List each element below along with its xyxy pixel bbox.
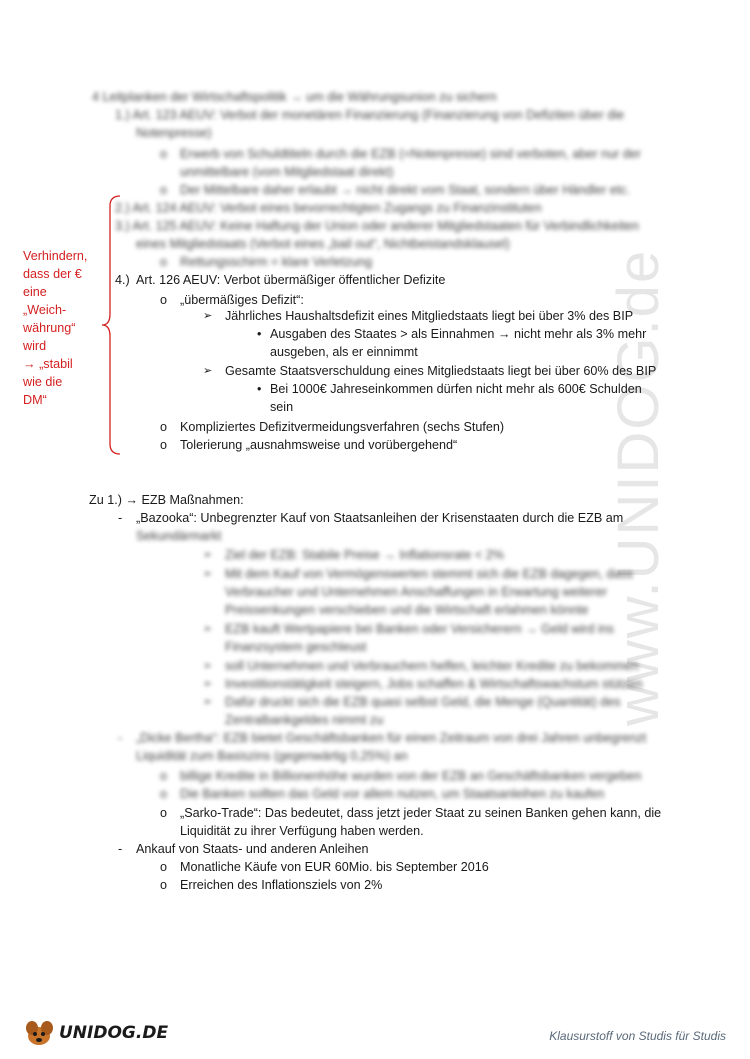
art126-title: Art. 126 AEUV: Verbot übermäßiger öffentlicher Defizite [136, 273, 446, 287]
margin-note-line: eine [23, 285, 47, 299]
blurred-line: Verbraucher und Unternehmen Anschaffungen in Erwartung weiterer [225, 585, 608, 599]
margin-note-line: → „stabil [23, 357, 73, 371]
blurred-line: eines Mitgliedstaats (Verbot eines „bail out“, Nichtbeistandsklausel) [136, 237, 510, 251]
blurred-line: Zentralbankgeldes nimmt zu [225, 713, 384, 727]
dog-icon [22, 1018, 56, 1048]
blurred-line: Ziel der EZB: Stabile Preise → Inflationsrate < 2% [225, 548, 504, 562]
defizit-definition: „übermäßiges Defizit“: [180, 293, 304, 307]
criterion-60-example: sein [270, 400, 294, 414]
criterion-3-example: Ausgaben des Staates > als Einnahmen → nicht mehr als 3% mehr [270, 327, 647, 341]
ankauf-heading: Ankauf von Staats- und anderen Anleihen [136, 842, 369, 856]
criterion-60-example: Bei 1000€ Jahreseinkommen dürfen nicht mehr als 600€ Schulden [270, 382, 642, 396]
blurred-line: Investitionstätigkeit steigern, Jobs schaffen & Wirtschaftswachstum stützen [225, 677, 643, 691]
criterion-60-percent: Gesamte Staatsverschuldung eines Mitgliedstaats liegt bei über 60% des BIP [225, 364, 657, 378]
blurred-line: Dafür druckt sich die EZB quasi selbst Geld, die Menge (Quantität) des [225, 695, 621, 709]
blurred-line: Erwerb von Schuldtiteln durch die EZB (=Notenpresse) sind verboten, aber nur der [180, 147, 641, 161]
arrow-bullet: ➢ [203, 568, 213, 580]
blurred-line: Der Mittelbare daher erlaubt → nicht direkt vom Staat, sondern über Händler etc. [180, 183, 631, 197]
margin-note-line: wie die [23, 375, 63, 389]
blurred-line: unmittelbare (vom Mitgliedstaat direkt) [180, 165, 394, 179]
dash-bullet: - [118, 511, 123, 525]
circle-bullet: o [160, 878, 168, 892]
blurred-line: 1.) Art. 123 AEUV: Verbot der monetären Finanzierung (Finanzierung von Defiziten über die [115, 108, 625, 122]
tolerierung: Tolerierung „ausnahmsweise und vorübergehend“ [180, 438, 458, 452]
ankauf-item: Erreichen des Inflationsziels von 2% [180, 878, 383, 892]
dash-bullet: - [118, 842, 123, 856]
dot-bullet: • [257, 382, 262, 396]
arrow-bullet: ➢ [203, 696, 213, 708]
footer-slogan: Klausurstoff von Studis für Studis [549, 1029, 726, 1043]
criterion-3-example: ausgeben, als er einnimmt [270, 345, 418, 359]
blurred-line: „Dicke Bertha“: EZB bietet Geschäftsbanken für einen Zeitraum von drei Jahren unbegrenzt [136, 731, 647, 745]
margin-note-line: „Weich- [23, 303, 67, 317]
ezb-heading: Zu 1.) → EZB Maßnahmen: [89, 493, 244, 507]
circle-bullet: o [160, 183, 168, 197]
blurred-line: Rettungsschirm = klare Verletzung [180, 255, 373, 269]
arrow-bullet: ➢ [203, 549, 213, 561]
ankauf-item: Monatliche Käufe von EUR 60Mio. bis September 2016 [180, 860, 489, 874]
logo-text: UNIDOG.DE [59, 1023, 169, 1043]
arrow-bullet: ➢ [203, 660, 213, 672]
circle-bullet: o [160, 420, 168, 434]
margin-note-line: DM“ [23, 393, 47, 407]
blurred-line: Mit dem Kauf von Vermögenswerten stemmt sich die EZB dagegen, dass [225, 567, 634, 581]
margin-note-line: dass der € [23, 267, 82, 281]
blurred-line: Liquidität zum Basiszins (gegenwärtig 0,25%) an [136, 749, 408, 763]
defizit-verfahren: Kompliziertes Defizitvermeidungsverfahren (sechs Stufen) [180, 420, 505, 434]
blurred-line: Die Banken sollten das Geld vor allem nutzen, um Staatsanleihen zu kaufen [180, 787, 605, 801]
circle-bullet: o [160, 769, 168, 783]
art126-number: 4.) [115, 273, 130, 287]
dash-bullet: - [118, 731, 123, 745]
dot-bullet: • [257, 327, 262, 341]
arrow-bullet: ➢ [203, 365, 213, 377]
blurred-line: 3.) Art. 125 AEUV: Keine Haftung der Union oder anderer Mitgliedstaaten für Verbindlichkeiten [115, 219, 639, 233]
sarko-trade: Liquidität zu ihrer Verfügung haben werden. [180, 824, 424, 838]
criterion-3-percent: Jährliches Haushaltsdefizit eines Mitgliedstaats liegt bei über 3% des BIP [225, 309, 634, 323]
circle-bullet: o [160, 787, 168, 801]
blurred-line: Preissenkungen verschieben und die Wirtschaft erlahmen könnte [225, 603, 589, 617]
watermark: www.UNIDOG.de [606, 248, 671, 726]
blurred-line: Notenpresse) [136, 126, 212, 140]
blurred-line: soll Unternehmen und Verbrauchern helfen, leichter Kredite zu bekommen [225, 659, 639, 673]
unidog-logo [22, 1018, 168, 1048]
blurred-line: 4 Leitplanken der Wirtschaftspolitik → um die Währungsunion zu sichern [92, 90, 497, 104]
arrow-bullet: ➢ [203, 310, 213, 322]
circle-bullet: o [160, 806, 168, 820]
blurred-line: EZB kauft Wertpapiere bei Banken oder Versicherern → Geld wird ins [225, 622, 614, 636]
circle-bullet: o [160, 147, 168, 161]
bazooka-line: „Bazooka“: Unbegrenzter Kauf von Staatsanleihen der Krisenstaaten durch die EZB am [136, 511, 624, 525]
arrow-bullet: ➢ [203, 623, 213, 635]
margin-note-line: Verhindern, [23, 249, 88, 263]
circle-bullet: o [160, 293, 168, 307]
blurred-line: 2.) Art. 124 AEUV: Verbot eines bevorrechtigten Zugangs zu Finanzinstituten [115, 201, 542, 215]
circle-bullet: o [160, 438, 168, 452]
blurred-line: billige Kredite in Billionenhöhe wurden von der EZB an Geschäftsbanken vergeben [180, 769, 642, 783]
margin-note-line: wird [23, 339, 47, 353]
margin-note-line: währung“ [23, 321, 76, 335]
circle-bullet: o [160, 255, 168, 269]
circle-bullet: o [160, 860, 168, 874]
blurred-line: Sekundärmarkt [136, 529, 222, 543]
red-bracket [100, 194, 122, 456]
sarko-trade: „Sarko-Trade“: Das bedeutet, dass jetzt jeder Staat zu seinen Banken gehen kann, die [180, 806, 662, 820]
arrow-bullet: ➢ [203, 678, 213, 690]
blurred-line: Finanzsystem geschleust [225, 640, 367, 654]
